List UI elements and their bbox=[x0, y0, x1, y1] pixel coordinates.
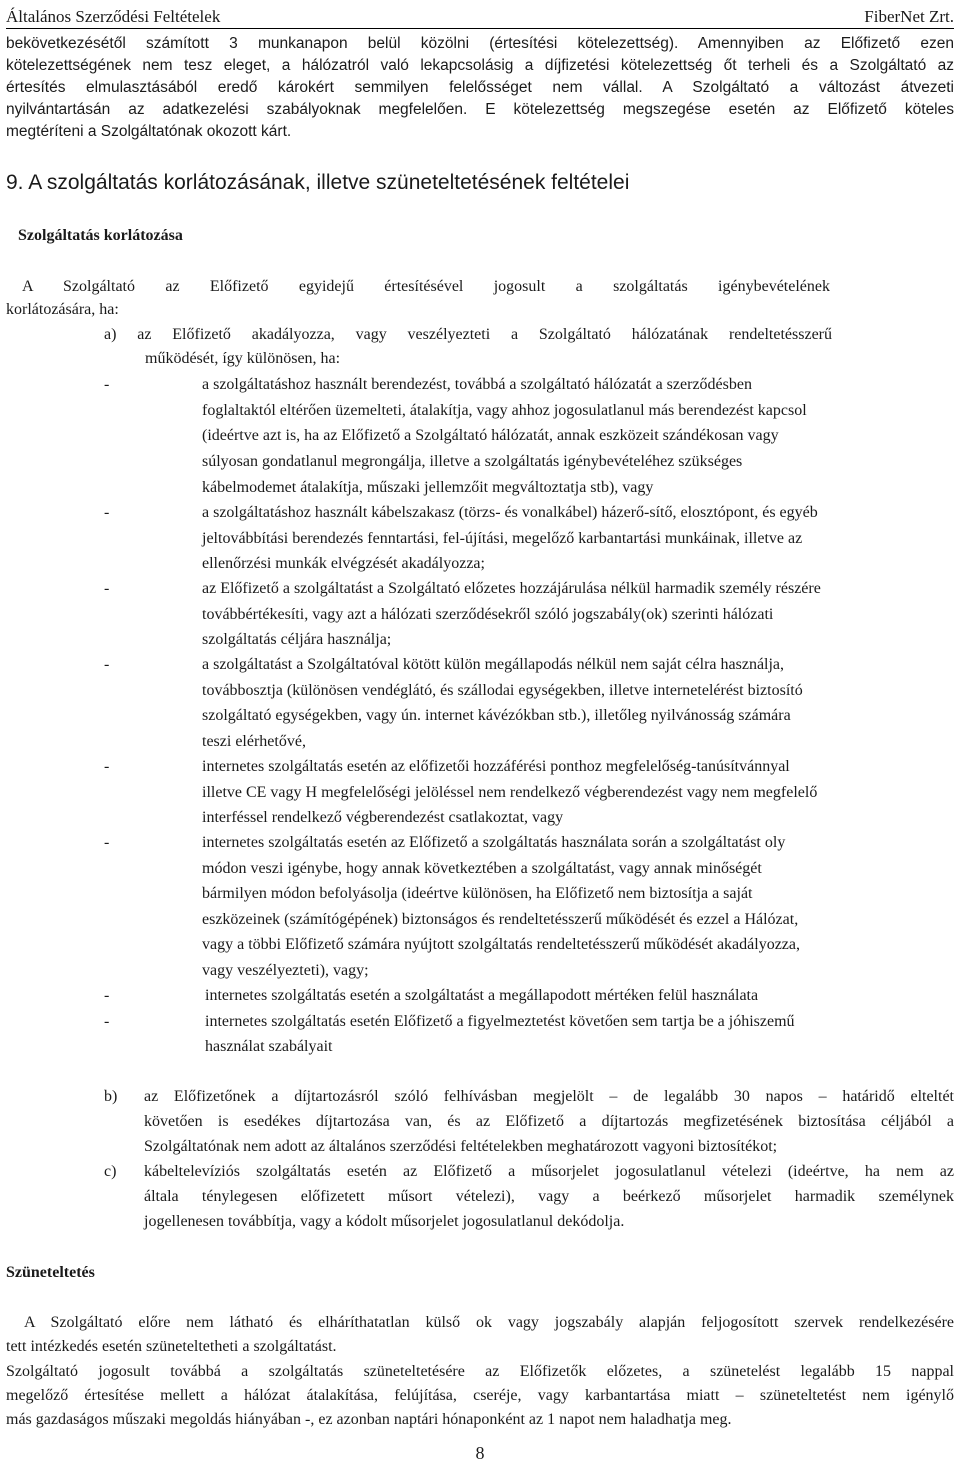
item-b-label: b) bbox=[104, 1088, 118, 1105]
item-c-line: általa ténylegesen előfizetett műsort vételezi), vagy a beérkező műsorjelet harmadik személynek bbox=[144, 1188, 954, 1205]
subsection-heading-restriction: Szolgáltatás korlátozása bbox=[18, 227, 183, 244]
sub-item-line: ellenőrzési munkák elvégzését akadályozza; bbox=[202, 555, 485, 572]
restriction-intro-line: korlátozására, ha: bbox=[6, 301, 119, 318]
header-company-name: FiberNet Zrt. bbox=[864, 7, 954, 26]
sub-item-line: módon veszi igénybe, hogy annak következtében a szolgáltatást, vagy annak minőségét bbox=[202, 860, 762, 877]
sub-item-line: internetes szolgáltatás esetén Előfizető a figyelmeztetést követően sem tartja be a jóhiszemű bbox=[205, 1013, 795, 1030]
bullet-dash: - bbox=[104, 758, 110, 775]
section-heading: 9. A szolgáltatás korlátozásának, illetve szüneteltetésének feltételei bbox=[6, 171, 630, 194]
bullet-dash: - bbox=[104, 376, 110, 393]
intro-line: bekövetkezésétől számított 3 munkanapon belül közölni (értesítési kötelezettség). Amennyiben az Előfizető ezen bbox=[6, 35, 954, 52]
sub-item-line: teszi elérhetővé, bbox=[202, 733, 306, 750]
sub-item-line: kábelmodemet átalakítja, műszaki jellemzőit megváltoztatja stb), vagy bbox=[202, 479, 654, 496]
suspension-paragraph-line: Szolgáltató jogosult továbbá a szolgáltatás szüneteltetésére az Előfizetők előzetes, a szünetelést legalább 15 nappal bbox=[6, 1363, 954, 1380]
bullet-dash: - bbox=[104, 987, 110, 1004]
sub-item-line: internetes szolgáltatás esetén az Előfizető a szolgáltatás használata során a szolgáltatást oly bbox=[202, 834, 786, 851]
intro-line: nyilvántartásán az adatkezelési szabályoknak megfelelően. E kötelezettség megszegése esetén az Előfizető köteles bbox=[6, 101, 954, 118]
sub-item-line: a szolgáltatáshoz használt kábelszakasz (törzs- és vonalkábel) házerő-sítő, elosztópont, és egyéb bbox=[202, 504, 818, 521]
item-b-line: az Előfizetőnek a díjtartozásról szóló felhívásban megjelölt – de legalább 30 napos – határidő elteltét bbox=[144, 1088, 954, 1105]
sub-item-line: illetve CE vagy H megfelelőségi jelöléssel nem rendelkező végberendezést vagy nem megfelelő bbox=[202, 784, 818, 801]
sub-item-line: továbbosztja (különösen vendéglátó, és szállodai egységekben, illetve internetelérést biztosító bbox=[202, 682, 803, 699]
suspension-paragraph-line: tett intézkedés esetén szüneteltetheti a szolgáltatást. bbox=[6, 1338, 337, 1355]
sub-item-line: az Előfizető a szolgáltatást a Szolgáltató előzetes hozzájárulása nélkül harmadik személy részére bbox=[202, 580, 821, 597]
item-b-line: követően is esedékes díjtartozása van, és az Előfizető a díjtartozás megfizetésének biztosítása céljából a bbox=[144, 1113, 954, 1130]
sub-item-line: szolgáltatás céljára használja; bbox=[202, 631, 392, 648]
bullet-dash: - bbox=[104, 1013, 110, 1030]
header-document-title: Általános Szerződési Feltételek bbox=[6, 7, 221, 26]
sub-item-line: internetes szolgáltatás esetén a szolgáltatást a megállapodott mértéken felül használata bbox=[205, 987, 759, 1004]
item-c-label: c) bbox=[104, 1163, 117, 1180]
sub-item-line: súlyosan gondatlanul megrongálja, illetve a szolgáltatás igénybevételéhez szükséges bbox=[202, 453, 743, 470]
sub-item-line: továbbértékesíti, vagy azt a hálózati szerződésekről szóló jogszabály(ok) szerinti hálózati bbox=[202, 606, 774, 623]
sub-item-line: bármilyen módon befolyásolja (ideértve különösen, ha Előfizető nem biztosítja a saját bbox=[202, 885, 753, 902]
running-header bbox=[6, 6, 954, 28]
suspension-paragraph-line: megelőző értesítése mellett a hálózat átalakítása, felújítása, cseréje, vagy karbantartása miatt – szüneteltetést nem igénylő bbox=[6, 1387, 954, 1404]
sub-item-line: a szolgáltatást a Szolgáltatóval kötött külön megállapodás nélkül nem saját célra használja, bbox=[202, 656, 785, 673]
sub-item-line: jeltovábbítási berendezés fenntartási, fel-újítási, megelőző karbantartási munkáinak, illetve az bbox=[202, 530, 803, 547]
sub-item-line: vagy a többi Előfizető számára nyújtott szolgáltatás rendeltetésszerű működését akadályozza, bbox=[202, 936, 800, 953]
item-c-line: jogellenesen továbbítja, vagy a kódolt műsorjelet jogosulatlanul dekódolja. bbox=[144, 1213, 625, 1230]
intro-line: értesítés elmulasztásából eredő károkért semmilyen felelősséget nem vállal. A Szolgáltató a változást átvezeti bbox=[6, 79, 954, 96]
subsection-heading-suspension: Szüneteltetés bbox=[6, 1264, 95, 1281]
suspension-paragraph-line: más gazdaságos műszaki megoldás hiányában -, ez azonban naptári hónaponként az 1 napot nem haladhatja meg. bbox=[6, 1411, 732, 1428]
sub-item-line: vagy veszélyezteti), vagy; bbox=[202, 962, 369, 979]
sub-item-line: a szolgáltatáshoz használt berendezést, továbbá a szolgáltató hálózatát a szerződésben bbox=[202, 376, 752, 393]
bullet-dash: - bbox=[104, 580, 110, 597]
sub-item-line: internetes szolgáltatás esetén az előfizetői hozzáférési ponthoz megfelelőség-tanúsítvánnyal bbox=[202, 758, 790, 775]
bullet-dash: - bbox=[104, 504, 110, 521]
bullet-dash: - bbox=[104, 834, 110, 851]
page-number: 8 bbox=[475, 1443, 485, 1463]
restriction-intro-line: A Szolgáltató az Előfizető egyidejű értesítésével jogosult a szolgáltatás igénybevételének bbox=[22, 278, 830, 295]
item-b-line: Szolgáltatónak nem adott az általános szerződési feltételekben meghatározott vagyoni biztosítékot; bbox=[144, 1138, 778, 1155]
bullet-dash: - bbox=[104, 656, 110, 673]
sub-item-line: interféssel rendelkező végberendezést csatlakoztat, vagy bbox=[202, 809, 564, 826]
intro-line: kötelezettségének nem tesz eleget, a hálózatról való lekapcsolásig a díjfizetési kötelezettség őt terheli és a Szolgáltató az bbox=[6, 57, 954, 74]
sub-item-line: eszközeinek (számítógépének) biztonságos és rendeltetésszerű működését és ezzel a Hálózat, bbox=[202, 911, 799, 928]
item-a-line: a) az Előfizető akadályozza, vagy veszélyezteti a Szolgáltató hálózatának rendeltetésszerű bbox=[104, 326, 832, 343]
sub-item-line: (ideértve azt is, ha az Előfizető a Szolgáltató hálózatát, annak eszközeit szándékosan vagy bbox=[202, 427, 779, 444]
sub-item-line: használat szabályait bbox=[205, 1038, 333, 1055]
intro-line: megtéríteni a Szolgáltatónak okozott kárt. bbox=[6, 123, 292, 140]
item-c-line: kábeltelevíziós szolgáltatás esetén az Előfizető a műsorjelet jogosulatlanul vételezi (ideértve, ha nem az bbox=[144, 1163, 954, 1180]
item-a-line: működését, így különösen, ha: bbox=[145, 350, 341, 367]
sub-item-line: foglaltaktól eltérően üzemelteti, átalakítja, vagy ahhoz jogosulatlanul más berendezést kapcsol bbox=[202, 402, 807, 419]
sub-item-line: szolgáltató egységekben, vagy ún. internet kávézókban stb.), illetőleg nyilvánosság számára bbox=[202, 707, 791, 724]
suspension-paragraph-line: A Szolgáltató előre nem látható és elháríthatatlan külső ok vagy jogszabály alapján feljogosított szervek rendelkezésére bbox=[24, 1314, 954, 1331]
header-rule bbox=[6, 28, 954, 29]
